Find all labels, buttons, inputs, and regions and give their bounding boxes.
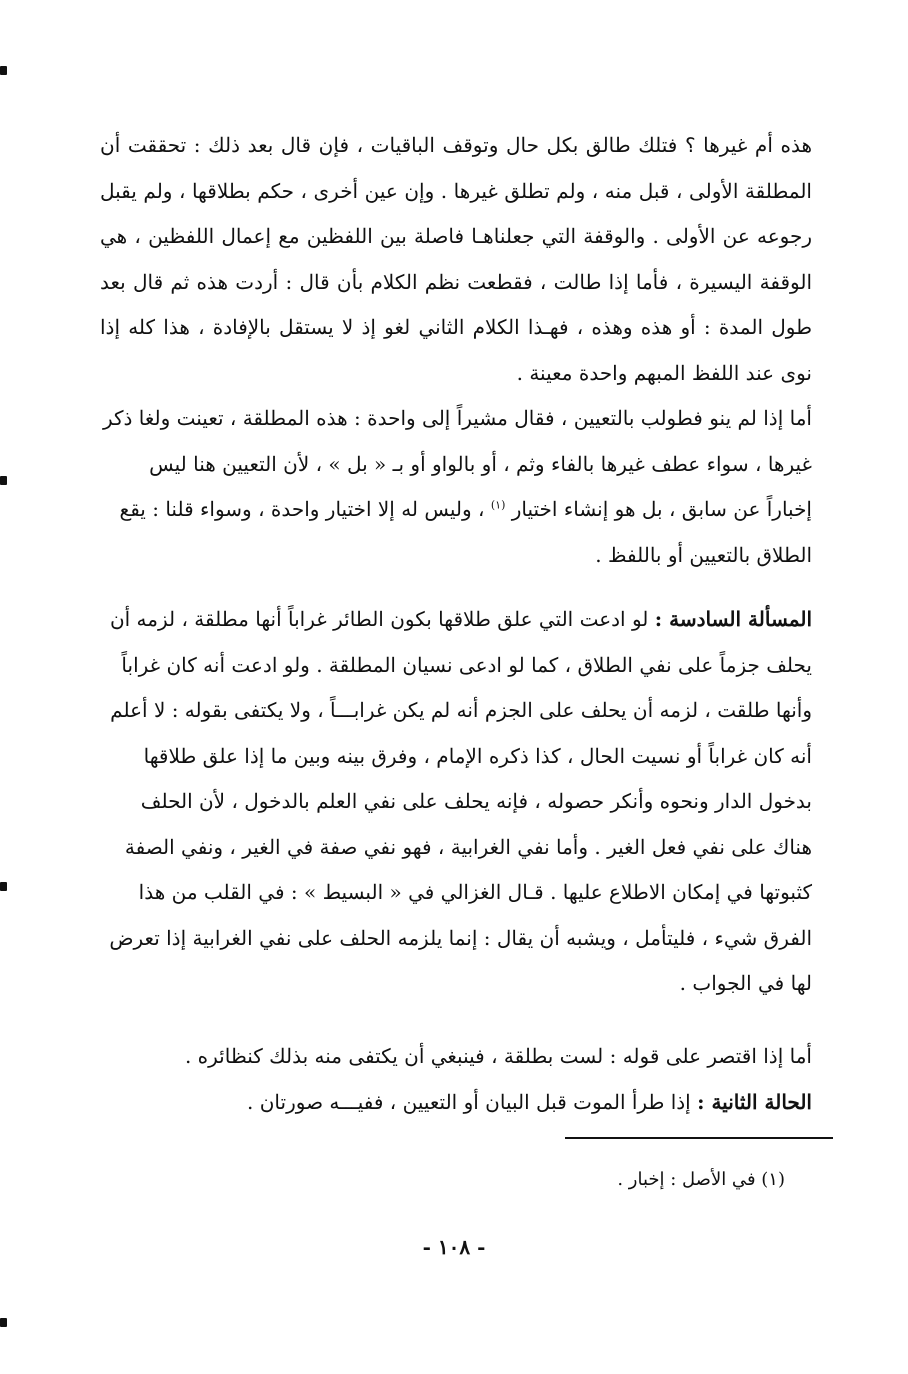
margin-mark [0,476,7,485]
body-paragraph-1: هذه أم غيرها ؟ فتلك طالق بكل حال وتوقف الباقيات ، فإن قال بعد ذلك : تحققت أن المطلقة الأولى ، قبل منه ، ولم تطلق غيرها . وإن عين أخرى ، حكم بطلاقها ، ولم يقبل رجوعه عن الأولى . والوقفة التي جعلناهـا فاصلة بين اللفظين مع إعمال اللفظين ، هي الوقفة اليسيرة ، فأما إذا طالت ، فقطعت نظم الكلام بأن قال : أردت هذه ثم قال بعد طول المدة : أو هذه وهذه ، فهـذا الكلام الثاني لغو إذ لا يستقل بالإفادة ، هذا كله إذا نوى عند اللفظ المبهم واحدة معينة . [100,133,812,385]
text-block-middle [100,597,812,1007]
margin-mark [0,66,7,75]
footnote-divider [565,1137,833,1139]
paragraph-2-continuation: ، وليس له إلا اختيار واحدة ، وسواء قلنا : يقع الطلاق بالتعيين أو باللفظ . [119,497,812,567]
case-heading: الحالة الثانية : [697,1089,812,1114]
paragraph-2-text: أما إذا لم ينو فطولب بالتعيين ، فقال مشيراً إلى واحدة : هذه المطلقة ، تعينت ولغا ذكر غيرها ، سواء عطف غيرها بالفاء وثم ، أو بالواو أو بـ « بل » ، لأن التعيين هنا ليس إخباراً عن سابق ، بل هو إنشاء اختيار [102,406,812,521]
paragraph-5-text: إذا طرأ الموت قبل البيان أو التعيين ، ففيـــه صورتان . [247,1089,691,1114]
footnote-reference: (١) [490,498,506,512]
paragraph-3-text: لو ادعت التي علق طلاقها بكون الطائر غراباً أنها مطلقة ، لزمه أن يحلف جزماً على نفي الطلاق ، كما لو ادعى نسيان المطلقة . ولو ادعت أنه كان غراباً وأنها طلقت ، لزمه أن يحلف على الجزم أنه لم يكن غرابـــاً ، ولا يكتفى بقوله : لا أعلم أنه كان غراباً أو نسيت الحال ، كذا ذكره الإمام ، وفرق بينه وبين ما إذا علق طلاقها بدخول الدار ونحوه وأنكر حصوله ، فإنه يحلف على نفي العلم بالدخول ، لأن الحلف هناك على نفي فعل الغير . وأما نفي الغرابية ، فهو نفي صفة في الغير ، ونفي الصفة كثبوتها في إمكان الاطلاع عليها . قـال الغزالي في « البسيط » : في القلب من هذا الفرق شيء ، فليتأمل ، ويشبه أن يقال : إنما يلزمه الحلف على نفي الغرابية إذا تعرض لها في الجواب . [109,607,812,995]
footnote: (١) في الأصل : إخبار . [617,1169,785,1190]
text-block-top [100,123,812,578]
body-paragraph-5 [100,1080,812,1126]
text-block-bottom [100,1034,812,1125]
margin-mark [0,1318,7,1327]
body-paragraph-2 [100,396,812,578]
margin-mark [0,882,7,891]
body-paragraph-4: أما إذا اقتصر على قوله : لست بطلقة ، فينبغي أن يكتفى منه بذلك كنظائره . [184,1044,812,1068]
body-paragraph-3 [100,597,812,1007]
section-heading: المسألة السادسة : [654,607,812,631]
page-number: - ١٠٨ - [422,1235,486,1259]
